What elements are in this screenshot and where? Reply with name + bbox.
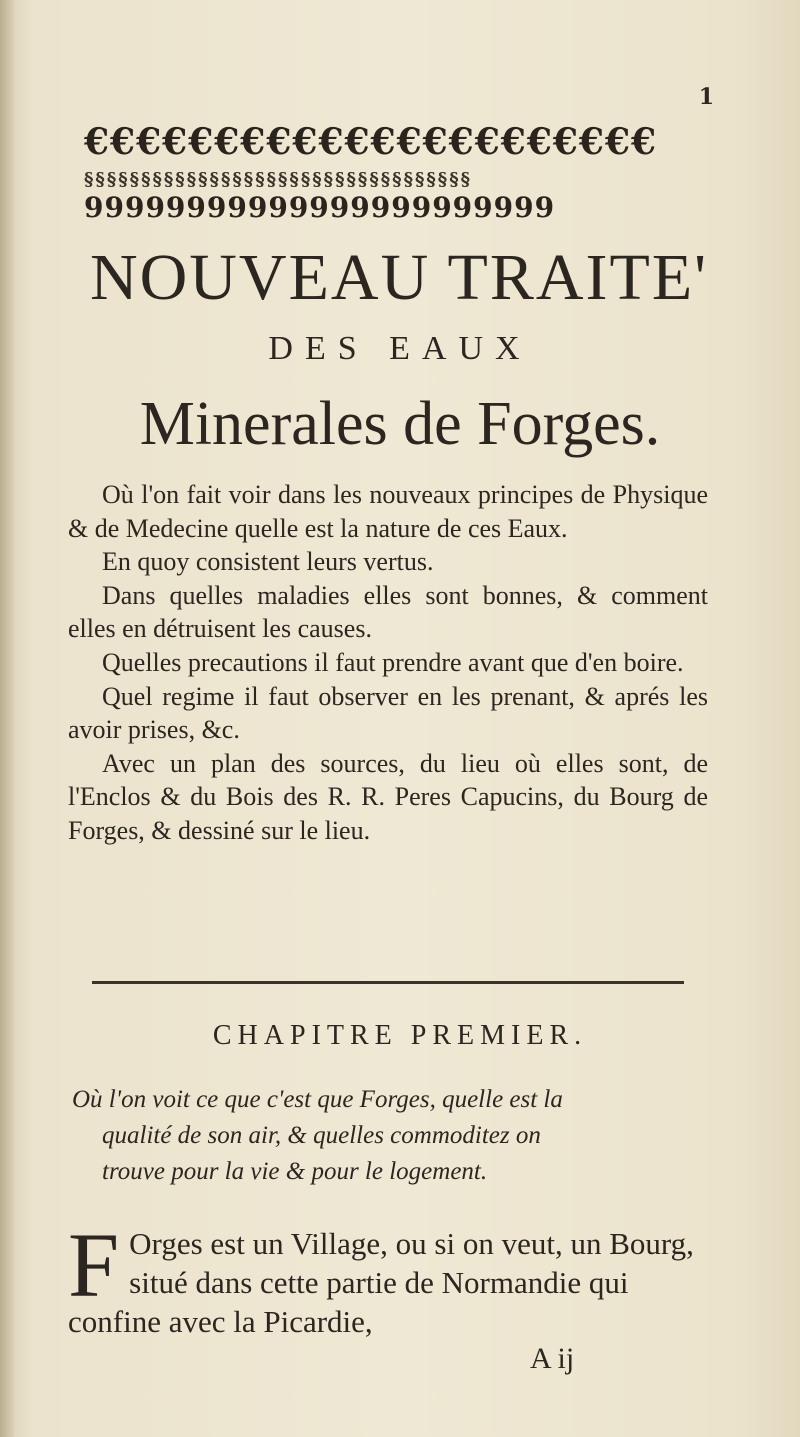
description-paragraph: Dans quelles maladies elles sont bonnes, & comment elles en détruisent les causes. — [68, 580, 708, 644]
chapter-heading: CHAPITRE PREMIER. — [212, 1020, 588, 1051]
body-paragraph — [68, 1214, 704, 1341]
ornament-row-bottom: 99999999999999999999999 — [84, 192, 556, 224]
page-gutter — [0, 0, 14, 1437]
summary-line: Où l'on voit ce que c'est que Forges, quelle est la — [72, 1086, 563, 1113]
title-line-2: DES EAUX — [268, 330, 532, 367]
catchword: A ij — [530, 1342, 575, 1375]
summary-line: qualité de son air, & quelles commoditez on — [102, 1122, 541, 1149]
description-paragraph: Quel regime il faut observer en les prenant, & aprés les avoir prises, &c. — [68, 681, 708, 745]
ornament-row-top: €€€€€€€€€€€€€€€€€€€€€€ — [84, 122, 658, 162]
title-line-3: Minerales de Forges. — [139, 390, 661, 458]
summary-line: trouve pour la vie & pour le logement. — [102, 1158, 488, 1185]
drop-cap: F — [68, 1214, 120, 1316]
description-paragraph: Avec un plan des sources, du lieu où elles sont, de l'Enclos & du Bois des R. R. Peres Capucins, du Bourg de Forges, & dessiné sur le lieu. — [68, 748, 708, 845]
title-line-1: NOUVEAU TRAITE' — [89, 241, 709, 314]
chapter-summary — [72, 1082, 708, 1190]
ornament-row-middle: §§§§§§§§§§§§§§§§§§§§§§§§§§§§§§§§§§ — [84, 169, 473, 190]
description-paragraph: Où l'on fait voir dans les nouveaux principes de Physique & de Medecine quelle est la nature de ces Eaux. — [68, 480, 708, 543]
horizontal-rule — [92, 981, 684, 984]
description-paragraph: En quoy consistent leurs vertus. — [102, 547, 434, 577]
description-paragraph: Quelles precautions il faut prendre avant que d'en boire. — [102, 647, 684, 677]
body-text: Orges est un Village, ou si on veut, un Bourg, situé dans cette partie de Normandie qui confine avec la Picardie, — [68, 1226, 694, 1339]
description-block — [68, 478, 708, 848]
page-number: 1 — [698, 84, 714, 110]
